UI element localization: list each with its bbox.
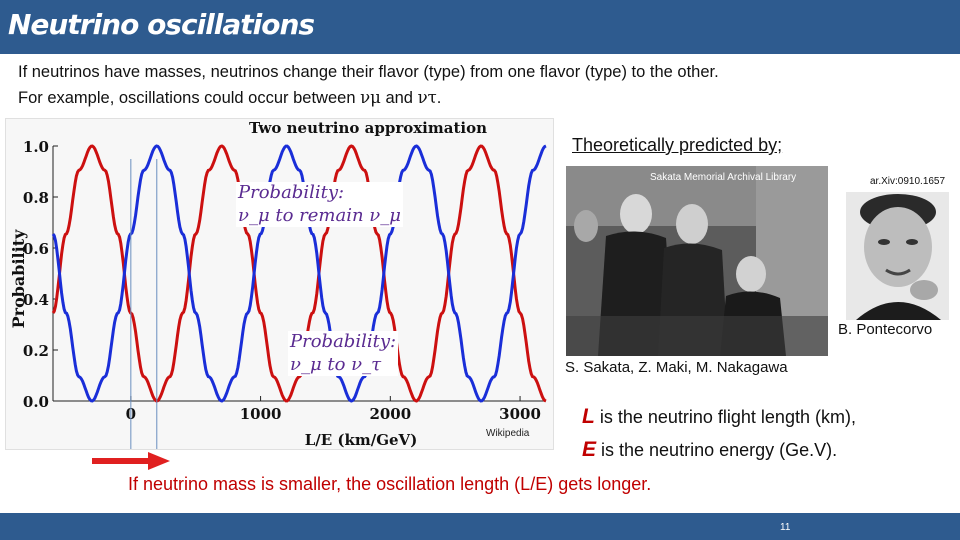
label-survival-text: ν_μ to remain ν_μ (238, 204, 401, 226)
footer-bar (0, 513, 960, 540)
oscillation-plot (6, 119, 553, 449)
bottom-note: If neutrino mass is smaller, the oscillation length (L/E) gets longer. (128, 474, 652, 494)
y-tick-label: 0.0 (22, 393, 49, 411)
x-tick-label: 1000 (239, 405, 282, 423)
length-arrow-icon (92, 452, 172, 470)
group-photo-image (566, 166, 828, 356)
slide-title: Neutrino oscillations (8, 8, 315, 41)
intro-period: . (436, 89, 442, 107)
plot-credit: Wikipedia (486, 428, 530, 439)
y-tick-label: 0.2 (22, 342, 49, 360)
symbol-e: E (582, 438, 597, 461)
definition-e (582, 438, 837, 462)
symbol-l: L (582, 405, 595, 428)
label-survival-heading: Probability: (238, 182, 345, 203)
page-number: 11 (780, 522, 791, 533)
y-tick-label: 1.0 (22, 138, 49, 156)
y-tick-label: 0.8 (22, 189, 49, 207)
label-survival-probability (236, 182, 403, 227)
x-tick-label: 3000 (499, 405, 541, 423)
definition-e-text: is the neutrino energy (Ge.V). (596, 440, 838, 460)
y-tick-label: 0.4 (22, 291, 49, 309)
pontecorvo-portrait (846, 192, 949, 320)
label-appearance-heading: Probability: (290, 331, 397, 352)
theory-heading: Theoretically predicted by; (572, 135, 783, 155)
intro-line-2 (18, 88, 441, 108)
group-photo (566, 166, 828, 356)
definition-l-text: is the neutrino flight length (km), (594, 407, 856, 427)
pontecorvo-portrait-image (846, 192, 949, 320)
oscillation-plot-panel (5, 118, 554, 450)
plot-title: Two neutrino approximation (248, 119, 488, 137)
photo-credit: Sakata Memorial Archival Library (650, 172, 797, 183)
label-appearance-text: ν_μ to ν_τ (290, 353, 382, 375)
pontecorvo-caption: B. Pontecorvo (838, 321, 933, 338)
nu-tau-symbol: ντ (417, 88, 437, 107)
nu-mu-symbol: νμ (360, 88, 381, 107)
photo-caption: S. Sakata, Z. Maki, M. Nakagawa (565, 359, 788, 376)
label-appearance-probability (288, 331, 398, 376)
y-axis-label: Probability (9, 229, 28, 329)
portrait-credit: ar.Xiv:0910.1657 (870, 176, 946, 187)
intro-and: and (380, 89, 418, 107)
x-tick-label: 0 (125, 405, 137, 423)
x-tick-label: 2000 (369, 405, 412, 423)
x-axis-label: L/E (km/GeV) (304, 431, 418, 449)
intro-prefix: For example, oscillations could occur between (18, 89, 361, 107)
intro-line-1: If neutrinos have masses, neutrinos change their flavor (type) from one flavor (type) to the other. (18, 63, 719, 81)
y-tick-label: 0.6 (22, 240, 49, 258)
definition-l (582, 405, 856, 429)
